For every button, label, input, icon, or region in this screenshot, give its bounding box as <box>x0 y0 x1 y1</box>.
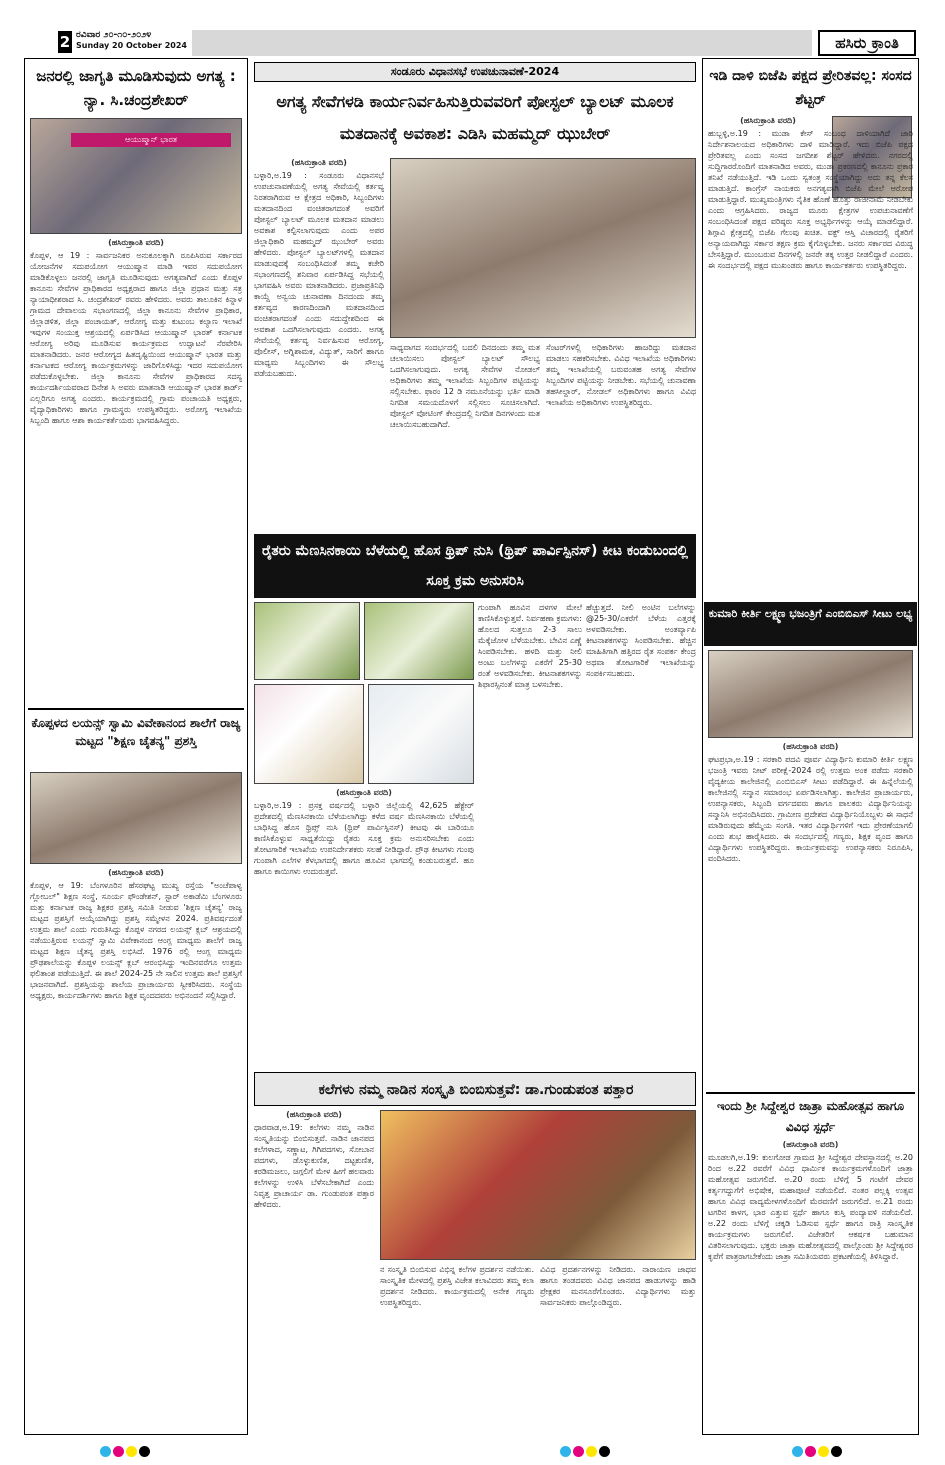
right-mid-body: ಘಟಪ್ರಭಾ,ಅ.19 : ಸರಕಾರಿ ಪದವಿ ಪೂರ್ವ ವಿದ್ಯಾರ್ಥಿನಿ ಕುಮಾರಿ ಕೀರ್ತಿ ಲಕ್ಷ್ಮಣ ಭಜಂತ್ರಿ ಇವರು ನೀಟ್ ಪರೀಕ್ಷೆ-2024 ರಲ್ಲಿ ಉತ್ತಮ ಅಂಕ ಪಡೆದು ಸರಕಾರಿ ವೈದ್ಯಕೀಯ ಕಾಲೇಜಿನಲ್ಲಿ ಎಂಬಿಬಿಎಸ್ ಸೀಟು ಪಡೆದಿದ್ದಾರೆ. ಈ ಹಿನ್ನೆಲೆಯಲ್ಲಿ ಕಾಲೇಜಿನಲ್ಲಿ ಸನ್ಮಾನ ಸಮಾರಂಭ ಏರ್ಪಡಿಸಲಾಗಿತ್ತು. ಕಾಲೇಜಿನ ಪ್ರಾಚಾರ್ಯರು, ಉಪನ್ಯಾಸಕರು, ಸಿಬ್ಬಂದಿ ವರ್ಗದವರು ಹಾಗೂ ಪಾಲಕರು ವಿದ್ಯಾರ್ಥಿನಿಯನ್ನು ಸನ್ಮಾನಿಸಿ ಅಭಿನಂದಿಸಿದರು. ಗ್ರಾಮೀಣ ಪ್ರದೇಶದ ವಿದ್ಯಾರ್ಥಿನಿಯೊಬ್ಬಳು ಈ ಸಾಧನೆ ಮಾಡಿರುವುದು ಹೆಮ್ಮೆಯ ಸಂಗತಿ. ಇತರ ವಿದ್ಯಾರ್ಥಿಗಳಿಗೆ ಇದು ಪ್ರೇರಣೆಯಾಗಲಿ ಎಂದು ಶುಭ ಹಾರೈಸಿದರು. ಈ ಸಂದರ್ಭದಲ್ಲಿ ಗಣ್ಯರು, ಶಿಕ್ಷಕ ವೃಂದ ಹಾಗೂ ವಿದ್ಯಾರ್ಥಿಗಳು ಉಪಸ್ಥಿತರಿದ್ದರು. ಕಾರ್ಯಕ್ರಮವನ್ನು ಉಪನ್ಯಾಸಕರು ನಿರೂಪಿಸಿ, ವಂದಿಸಿದರು. <box>708 755 913 863</box>
registration-dot <box>113 1446 124 1457</box>
left-bottom-byline: (ಹಸಿರುಕ್ರಾಂತಿ ವರದಿ) <box>108 868 164 877</box>
right-mid-photo <box>708 650 913 738</box>
registration-dot <box>831 1446 842 1457</box>
center-top-body-2: ಸಾಧ್ಯವಾಗದ ಸಂದರ್ಭದಲ್ಲಿ ಬದಲಿ ದಿನದಂದು ತಮ್ಮ ಮತ ಚಲಾಯಿಸಲು ಪೋಸ್ಟಲ್ ಬ್ಯಾಲಟ್ ಸೌಲಭ್ಯ ಒದಗಿಸಲಾಗುವುದು. ಅಗತ್ಯ ಸೇವೆಗಳ ನೋಡಲ್ ಅಧಿಕಾರಿಗಳು ತಮ್ಮ ಇಲಾಖೆಯ ಸಿಬ್ಬಂದಿಗಳ ಪಟ್ಟಿಯನ್ನು ಸಲ್ಲಿಸಬೇಕು. ಫಾರಂ 12 ಡಿ ನಮೂನೆಯನ್ನು ಭರ್ತಿ ಮಾಡಿ ನಿಗದಿತ ಸಮಯದೊಳಗೆ ಸಲ್ಲಿಸಲು ಸೂಚಿಸಲಾಗಿದೆ. ಪೋಸ್ಟಲ್ ವೋಟಿಂಗ್ ಕೇಂದ್ರದಲ್ಲಿ ನಿಗದಿತ ದಿನಗಳಂದು ಮತ ಚಲಾಯಿಸಬಹುದಾಗಿದೆ. <box>390 343 540 429</box>
center-mid-body-3: ಹೆಚ್ಚುತ್ತದೆ. ನೀಲಿ ಅಂಟಿನ ಬಲೆಗಳನ್ನು @25-30/ಎಕರೆಗೆ ಬೆಳೆಯ ಎತ್ತರಕ್ಕೆ ಅಳವಡಿಸಬೇಕು. ಅಂತರ್ವ್ಯಾಪಿ ಕೀಟನಾಶಕಗಳನ್ನು ಸಿಂಪಡಿಸಬೇಕು. ಹೆಚ್ಚಿನ ಮಾಹಿತಿಗಾಗಿ ಹತ್ತಿರದ ರೈತ ಸಂಪರ್ಕ ಕೇಂದ್ರ ಅಥವಾ ತೋಟಗಾರಿಕೆ ಇಲಾಖೆಯನ್ನು ಸಂಪರ್ಕಿಸಬಹುದು. <box>586 603 696 678</box>
chilli-photo-2 <box>364 602 474 680</box>
left-bottom-headline: ಕೊಪ್ಪಳದ ಲಯನ್ಸ್ ಸ್ವಾಮಿ ವಿವೇಕಾನಂದ ಶಾಲೆಗೆ ರಾಜ್ಯ ಮಟ್ಟದ "ಶಿಕ್ಷಣ ಚೈತನ್ಯ" ಪ್ರಶಸ್ತಿ <box>31 716 241 748</box>
registration-dot <box>139 1446 150 1457</box>
registration-marks-left <box>100 1442 160 1456</box>
right-bottom-body: ಮೂಡಲಗಿ,ಅ.19: ಕುಲಗೋಡ ಗ್ರಾಮದ ಶ್ರೀ ಸಿದ್ದೇಶ್ವರ ದೇವಸ್ಥಾನದಲ್ಲಿ ಅ.20 ರಿಂದ ಅ.22 ರವರೆಗೆ ವಿವಿಧ ಧಾರ್ಮಿಕ ಕಾರ್ಯಕ್ರಮಗಳೊಂದಿಗೆ ಜಾತ್ರಾ ಮಹೋತ್ಸವ ಜರುಗಲಿದೆ. ಅ.20 ರಂದು ಬೆಳಿಗ್ಗೆ 5 ಗಂಟೆಗೆ ದೇವರ ಕರ್ತೃಗದ್ದುಗೆಗೆ ಅಭಿಷೇಕ, ಮಹಾಪೂಜೆ ನಡೆಯಲಿದೆ. ನಂತರ ಪಲ್ಲಕ್ಕಿ ಉತ್ಸವ ಹಾಗೂ ವಿವಿಧ ವಾದ್ಯಮೇಳಗಳೊಂದಿಗೆ ಮೆರವಣಿಗೆ ಜರುಗಲಿದೆ. ಅ.21 ರಂದು ಟಗರಿನ ಕಾಳಗ, ಭಾರ ಎತ್ತುವ ಸ್ಪರ್ಧೆ ಹಾಗೂ ಕುಸ್ತಿ ಪಂದ್ಯಾವಳಿ ನಡೆಯಲಿದೆ. ಅ.22 ರಂದು ಬೆಳಿಗ್ಗೆ ಚಕ್ಕಡಿ ಓಡಿಸುವ ಸ್ಪರ್ಧೆ ಹಾಗೂ ರಾತ್ರಿ ಸಾಂಸ್ಕೃತಿಕ ಕಾರ್ಯಕ್ರಮಗಳು ಜರುಗಲಿವೆ. ವಿಜೇತರಿಗೆ ಆಕರ್ಷಕ ಬಹುಮಾನ ವಿತರಿಸಲಾಗುವುದು. ಭಕ್ತರು ಜಾತ್ರಾ ಮಹೋತ್ಸವದಲ್ಲಿ ಪಾಲ್ಗೊಂಡು ಶ್ರೀ ಸಿದ್ದೇಶ್ವರರ ಕೃಪೆಗೆ ಪಾತ್ರರಾಗಬೇಕೆಂದು ಜಾತ್ರಾ ಸಮಿತಿಯವರು ಪ್ರಕಟಣೆಯಲ್ಲಿ ತಿಳಿಸಿದ್ದಾರೆ. <box>708 1153 913 1261</box>
flower-photo <box>254 684 364 784</box>
left-divider <box>28 708 244 710</box>
thrips-photo <box>368 684 474 784</box>
right-bottom-headline: ಇಂದು ಶ್ರೀ ಸಿದ್ದೇಶ್ವರ ಜಾತ್ರಾ ಮಹೋತ್ಸವ ಹಾಗೂ ವಿವಿಧ ಸ್ಪರ್ಧೆ <box>716 1099 905 1134</box>
section-banner: ಸಂಡೂರು ವಿಧಾನಸಭೆ ಉಪಚುನಾವಣೆ-2024 <box>254 62 696 82</box>
date-english: Sunday 20 October 2024 <box>76 41 187 50</box>
right-top-headline: ಇಡಿ ದಾಳಿ ಬಿಜೆಪಿ ಪಕ್ಷದ ಪ್ರೇರಿತವಲ್ಲ: ಸಂಸದ ಶೆಟ್ಟರ್ <box>709 68 912 108</box>
page-number: 2 <box>59 33 71 51</box>
center-mid-headline-box <box>254 534 696 598</box>
registration-dot <box>805 1446 816 1457</box>
registration-dot <box>100 1446 111 1457</box>
page-header <box>52 28 918 58</box>
center-top-photo <box>390 158 696 338</box>
left-top-headline: ಜನರಲ್ಲಿ ಜಾಗೃತಿ ಮೂಡಿಸುವುದು ಅಗತ್ಯ : ನ್ಯಾ. ಸಿ.ಚಂದ್ರಶೇಖರ್ <box>36 67 236 109</box>
left-bottom-body: ಕೊಪ್ಪಳ, ಆ 19: ಬೆಂಗಳೂರಿನ ಹೆಸರಘಟ್ಟ ಮುಖ್ಯ ರಸ್ತೆಯ "ಅಂಚೆಪಾಳ್ಯ ಗ್ಲೋಬಲ್" ಶಿಕ್ಷಣ ಸಂಸ್ಥೆ, ಸೂರ್ಯ ಫೌಂಡೇಶನ್, ಸ್ಟಾರ್ ಅಕಾಡೆಮಿ ಬೆಂಗಳೂರು ಮತ್ತು ಕರ್ನಾಟಕ ರಾಜ್ಯ ಶಿಕ್ಷಕರ ಪ್ರಶಸ್ತಿ ಸಮಿತಿ ನೀಡುವ 'ಶಿಕ್ಷಣ ಚೈತನ್ಯ' ರಾಜ್ಯ ಮಟ್ಟದ ಪ್ರಶಸ್ತಿಗೆ ಆಯ್ಕೆಯಾಗಿದ್ದು ಪ್ರಶಸ್ತಿ ಸಮ್ಮೇಳನ 2024. ಪ್ರತಿವರ್ಷದಂತೆ ಉತ್ತಮ ಶಾಲೆ ಎಂದು ಗುರುತಿಸಿದ್ದು ಕೊಪ್ಪಳ ನಗರದ ಲಯನ್ಸ್ ಕ್ಲಬ್ ಆಶ್ರಯದಲ್ಲಿ ನಡೆಯುತ್ತಿರುವ ಲಯನ್ಸ್ ಸ್ವಾಮಿ ವಿವೇಕಾನಂದ ಆಂಗ್ಲ ಮಾಧ್ಯಮ ಶಾಲೆಗೆ ರಾಜ್ಯ ಮಟ್ಟದ ಶಿಕ್ಷಣ ಚೈತನ್ಯ ಪ್ರಶಸ್ತಿ ಲಭಿಸಿದೆ. 1976 ರಲ್ಲಿ ಆಂಗ್ಲ ಮಾಧ್ಯಮ ಪ್ರೌಢಶಾಲೆಯನ್ನು ಕೊಪ್ಪಳ ಲಯನ್ಸ್ ಕ್ಲಬ್ ಆರಂಭಿಸಿದ್ದು ಇಂದಿನವರೆಗೂ ಉತ್ತಮ ಫಲಿತಾಂಶ ಪಡೆಯುತ್ತಿದೆ. ಈ ಶಾಲೆ 2024-25 ನೇ ಸಾಲಿನ ಉತ್ತಮ ಶಾಲೆ ಪ್ರಶಸ್ತಿಗೆ ಭಾಜನವಾಗಿದೆ. ಪ್ರಶಸ್ತಿಯನ್ನು ಶಾಲೆಯ ಪ್ರಾಚಾರ್ಯರು ಸ್ವೀಕರಿಸಿದರು. ಸಂಸ್ಥೆಯ ಅಧ್ಯಕ್ಷರು, ಕಾರ್ಯದರ್ಶಿಗಳು ಹಾಗೂ ಶಿಕ್ಷಕ ವೃಂದದವರು ಅಭಿನಂದನೆ ಸಲ್ಲಿಸಿದ್ದಾರೆ. <box>30 881 242 1000</box>
right-top-body: ಹುಬ್ಬಳ್ಳಿ,ಅ.19 : ಮುಡಾ ಕೇಸ್ ಸಂಬಂಧ ದಾಳಿಯಾಗಿದೆ ಜಾರಿ ನಿರ್ದೇಶನಾಲಯದ ಅಧಿಕಾರಿಗಳು ದಾಳಿ ಮಾಡಿದ್ದಾರೆ. ಇದು ಬಿಜೆಪಿ ಪಕ್ಷದ ಪ್ರೇರಿತವಲ್ಲ ಎಂದು ಸಂಸದ ಜಗದೀಶ ಶೆಟ್ಟರ್ ಹೇಳಿದರು. ನಗರದಲ್ಲಿ ಸುದ್ದಿಗಾರರೊಂದಿಗೆ ಮಾತನಾಡಿದ ಅವರು, ಮುಡಾ ಪ್ರಕರಣದಲ್ಲಿ ಕಾನೂನು ಪ್ರಕಾರ ತನಿಖೆ ನಡೆಯುತ್ತಿದೆ. ಇಡಿ ಒಂದು ಸ್ವತಂತ್ರ ಸಂಸ್ಥೆಯಾಗಿದ್ದು ಅದು ತನ್ನ ಕೆಲಸ ಮಾಡುತ್ತಿದೆ. ಕಾಂಗ್ರೆಸ್ ನಾಯಕರು ಅನಗತ್ಯವಾಗಿ ಬಿಜೆಪಿ ಮೇಲೆ ಆರೋಪ ಮಾಡುತ್ತಿದ್ದಾರೆ. ಮುಖ್ಯಮಂತ್ರಿಗಳು ನೈತಿಕ ಹೊಣೆ ಹೊತ್ತು ರಾಜೀನಾಮೆ ನೀಡಬೇಕು ಎಂದು ಆಗ್ರಹಿಸಿದರು. ರಾಜ್ಯದ ಮೂರು ಕ್ಷೇತ್ರಗಳ ಉಪಚುನಾವಣೆಗೆ ಸಂಬಂಧಿಸಿದಂತೆ ಪಕ್ಷದ ವರಿಷ್ಠರು ಸೂಕ್ತ ಅಭ್ಯರ್ಥಿಗಳನ್ನು ಆಯ್ಕೆ ಮಾಡಲಿದ್ದಾರೆ. ಶಿಗ್ಗಾವಿ ಕ್ಷೇತ್ರದಲ್ಲಿ ಬಿಜೆಪಿ ಗೆಲುವು ಖಚಿತ. ವಕ್ಫ್ ಆಸ್ತಿ ವಿಚಾರದಲ್ಲಿ ರೈತರಿಗೆ ಅನ್ಯಾಯವಾಗಿದ್ದು ಸರ್ಕಾರ ತಕ್ಷಣ ಕ್ರಮ ಕೈಗೊಳ್ಳಬೇಕು. ಜನರು ಸರ್ಕಾರದ ವಿರುದ್ಧ ಬೇಸತ್ತಿದ್ದಾರೆ. ಮುಂಬರುವ ದಿನಗಳಲ್ಲಿ ಜನರೇ ತಕ್ಕ ಉತ್ತರ ನೀಡಲಿದ್ದಾರೆ ಎಂದರು. ಈ ಸಂದರ್ಭದಲ್ಲಿ ಪಕ್ಷದ ಮುಖಂಡರು ಹಾಗೂ ಕಾರ್ಯಕರ್ತರು ಉಪಸ್ಥಿತರಿದ್ದರು. <box>708 129 913 270</box>
registration-dot <box>599 1446 610 1457</box>
left-top-byline: (ಹಸಿರುಕ್ರಾಂತಿ ವರದಿ) <box>108 238 164 247</box>
center-bottom-body-1: ಧಾರವಾಡ,ಅ.19: ಕಲೆಗಳು ನಮ್ಮ ನಾಡಿನ ಸಂಸ್ಕೃತಿಯನ್ನು ಬಿಂಬಿಸುತ್ತವೆ. ನಾಡಿನ ಜಾನಪದ ಕಲೆಗಳಾದ, ಸಣ್ಣಾಟ, ಗಿಗಿಪದಗಳು, ಸೋಬಾನ ಪದಗಳು, ಡೊಳ್ಳುಕುಣಿತ, ದಟ್ಟಕುಣಿತ, ಕರಡಿಮಜಲು, ಜಗ್ಗಲಿಗೆ ಮೇಳ ಹೀಗೆ ಹಲವಾರು ಕಲೆಗಳನ್ನು ಉಳಿಸಿ ಬೆಳೆಸಬೇಕಾಗಿದೆ ಎಂದು ನಿವೃತ್ತ ಪ್ರಾಚಾರ್ಯ ಡಾ. ಗುಂಡುಪಂತ ಪತ್ತಾರ ಹೇಳಿದರು. <box>254 1123 374 1209</box>
masthead: ಹಸಿರು ಕ್ರಾಂತಿ <box>818 30 916 56</box>
center-mid-body-2: ಗುಂಪಾಗಿ ಹೂವಿನ ದಳಗಳ ಮೇಲೆ ಕಾಣಿಸಿಕೊಳ್ಳುತ್ತವೆ. ನಿರ್ವಹಣಾ ಕ್ರಮಗಳು: ಹೊಲದ ಸುತ್ತಲೂ 2-3 ಸಾಲು ಮೆಕ್ಕೆಜೋಳ ಬೆಳೆಯಬೇಕು. ಬೇವಿನ ಎಣ್ಣೆ ಸಿಂಪಡಿಸಬೇಕು. ಹಳದಿ ಮತ್ತು ನೀಲಿ ಅಂಟು ಬಲೆಗಳನ್ನು ಎಕರೆಗೆ 25-30 ರಂತೆ ಅಳವಡಿಸಬೇಕು. ಕೀಟನಾಶಕಗಳನ್ನು ಶಿಫಾರಸ್ಸಿನಂತೆ ಮಾತ್ರ ಬಳಸಬೇಕು. <box>478 603 582 689</box>
registration-dot <box>792 1446 803 1457</box>
center-top-headline: ಅಗತ್ಯ ಸೇವೆಗಳಡಿ ಕಾರ್ಯನಿರ್ವಹಿಸುತ್ತಿರುವವರಿಗೆ ಪೋಸ್ಟಲ್ ಬ್ಯಾಲಟ್ ಮೂಲಕ ಮತದಾನಕ್ಕೆ ಅವಕಾಶ: ಎಡಿಸಿ ಮಹಮ್ಮದ್ ಝುಬೇರ್ <box>276 92 674 143</box>
center-top-byline: (ಹಸಿರುಕ್ರಾಂತಿ ವರದಿ) <box>291 158 347 167</box>
right-bottom-byline: (ಹಸಿರುಕ್ರಾಂತಿ ವರದಿ) <box>782 1140 839 1149</box>
right-mid-byline: (ಹಸಿರುಕ್ರಾಂತಿ ವರದಿ) <box>782 742 839 751</box>
center-mid-headline: ರೈತರು ಮೆಣಸಿನಕಾಯಿ ಬೆಳೆಯಲ್ಲಿ ಹೊಸ ಥ್ರಿಪ್ ನುಸಿ (ಥ್ರಿಪ್ ಪಾರ್ವಿಸ್ಪಿನಸ್) ಕೀಟ ಕಂಡುಬಂದಲ್ಲಿ ಸೂಕ್ತ ಕ್ರಮ ಅನುಸರಿಸಿ <box>261 543 689 589</box>
registration-dot <box>586 1446 597 1457</box>
right-top-byline: (ಹಸಿರುಕ್ರಾಂತಿ ವರದಿ) <box>740 116 796 125</box>
photo-banner: ಆಯುಷ್ಮಾನ್ ಭಾರತ <box>71 133 231 147</box>
registration-marks-right <box>792 1442 852 1456</box>
chilli-photo-1 <box>254 602 360 680</box>
registration-dot <box>573 1446 584 1457</box>
center-bottom-byline: (ಹಸಿರುಕ್ರಾಂತಿ ವರದಿ) <box>286 1110 342 1119</box>
right-divider <box>706 1092 915 1094</box>
center-top-body-3: ಸೆಂಟರ್‌ಗಳಲ್ಲಿ ಅಧಿಕಾರಿಗಳು ಹಾಜರಿದ್ದು ಮತದಾನ ಮಾಡಲು ಸಹಕರಿಸಬೇಕು. ವಿವಿಧ ಇಲಾಖೆಯ ಅಧಿಕಾರಿಗಳು ತಮ್ಮ ಇಲಾಖೆಯಲ್ಲಿ ಬರುವಂತಹ ಅಗತ್ಯ ಸೇವೆಗಳ ಸಿಬ್ಬಂದಿಗಳ ಪಟ್ಟಿಯನ್ನು ನೀಡಬೇಕು. ಸಭೆಯಲ್ಲಿ ಚುನಾವಣಾ ತಹಸೀಲ್ದಾರ್, ನೋಡಲ್ ಅಧಿಕಾರಿಗಳು ಹಾಗೂ ವಿವಿಧ ಇಲಾಖೆಯ ಅಧಿಕಾರಿಗಳು ಉಪಸ್ಥಿತರಿದ್ದರು. <box>546 343 696 407</box>
right-mid-headline-box <box>704 602 917 646</box>
center-top-body-1: ಬಳ್ಳಾರಿ,ಅ.19 : ಸಂಡೂರು ವಿಧಾನಸಭೆ ಉಪಚುನಾವಣೆಯಲ್ಲಿ ಅಗತ್ಯ ಸೇವೆಯಲ್ಲಿ ಕರ್ತವ್ಯ ನಿರತರಾಗಿರುವ ಆ ಕ್ಷೇತ್ರದ ಅಧಿಕಾರಿ, ಸಿಬ್ಬಂದಿಗಳು ಮತದಾನದಿಂದ ವಂಚಿತರಾಗದಂತೆ ಅವರಿಗೆ ಪೋಸ್ಟಲ್ ಬ್ಯಾಲಟ್ ಮೂಲಕ ಮತದಾನ ಮಾಡಲು ಅವಕಾಶ ಕಲ್ಪಿಸಲಾಗುವುದು ಎಂದು ಅಪರ ಜಿಲ್ಲಾಧಿಕಾರಿ ಮಹಮ್ಮದ್ ಝುಬೇರ್ ಅವರು ಹೇಳಿದರು. ಪೋಸ್ಟಲ್ ಬ್ಯಾಲಟ್‍ಗಳಲ್ಲಿ ಮತದಾನ ಮಾಡುವುದಕ್ಕೆ ಸಂಬಂಧಿಸಿದಂತೆ ತಮ್ಮ ಕಚೇರಿ ಸಭಾಂಗಣದಲ್ಲಿ ಶನಿವಾರ ಏರ್ಪಡಿಸಿದ್ದ ಸಭೆಯಲ್ಲಿ ಭಾಗವಹಿಸಿ ಅವರು ಮಾತನಾಡಿದರು. ಪ್ರಜಾಪ್ರತಿನಿಧಿ ಕಾಯ್ದೆ ಅನ್ವಯ ಚುನಾವಣಾ ದಿನದಂದು ತಮ್ಮ ಕರ್ತವ್ಯದ ಕಾರಣದಿಂದಾಗಿ ಮತದಾನದಿಂದ ವಂಚಿತರಾಗದಂತೆ ಎಂದು ಸದುದ್ದೇಶದಿಂದ ಈ ಅವಕಾಶ ಒದಗಿಸಲಾಗುವುದು ಎಂದರು. ಅಗತ್ಯ ಸೇವೆಯಲ್ಲಿ ಕರ್ತವ್ಯ ನಿರ್ವಹಿಸುವ ಆರೋಗ್ಯ, ಪೊಲೀಸ್, ಅಗ್ನಿಶಾಮಕ, ವಿದ್ಯುತ್, ಸಾರಿಗೆ ಹಾಗೂ ಮಾಧ್ಯಮ ಸಿಬ್ಬಂದಿಗಳು ಈ ಸೌಲಭ್ಯ ಪಡೆಯಬಹುದು. <box>254 171 384 378</box>
header-rule <box>192 30 812 56</box>
center-bottom-photo <box>380 1110 696 1260</box>
center-bottom-headline: ಕಲೆಗಳು ನಮ್ಮ ನಾಡಿನ ಸಂಸ್ಕೃತಿ ಬಿಂಬಿಸುತ್ತವೆ: ಡಾ.ಗುಂಡುಪಂತ ಪತ್ತಾರ <box>318 1082 634 1098</box>
registration-dot <box>560 1446 571 1457</box>
date-kannada: ರವಿವಾರ ೨೦-೧೦-೨೦೨೪ <box>76 30 152 40</box>
right-mid-headline: ಕುಮಾರಿ ಕೀರ್ತಿ ಲಕ್ಷ್ಮಣ ಭಜಂತ್ರಿಗೆ ಎಂಬಿಬಿಎಸ್ ಸೀಟು ಲಭ್ಯ <box>708 607 913 620</box>
center-mid-byline: (ಹಸಿರುಕ್ರಾಂತಿ ವರದಿ) <box>336 788 392 797</box>
center-bottom-body-2: ನ ಸಂಸ್ಕೃತಿ ಬಿಂಬಿಸುವ ವಿಭಿನ್ನ ಕಲೆಗಳ ಪ್ರದರ್ಶನ ನಡೆಯಿತು. ಸಾಂಸ್ಕೃತಿಕ ಮೇಳದಲ್ಲಿ ಪ್ರಶಸ್ತಿ ವಿಜೇತ ಕಲಾವಿದರು ತಮ್ಮ ಕಲಾ ಪ್ರದರ್ಶನ ನೀಡಿದರು. ಕಾರ್ಯಕ್ರಮದಲ್ಲಿ ಅನೇಕ ಗಣ್ಯರು ಉಪಸ್ಥಿತರಿದ್ದರು. <box>380 1265 534 1307</box>
registration-dot <box>818 1446 829 1457</box>
center-bottom-headline-box <box>254 1072 696 1106</box>
left-bottom-photo <box>30 772 242 864</box>
registration-dot <box>126 1446 137 1457</box>
left-top-photo <box>30 118 242 234</box>
registration-marks-center <box>560 1442 620 1456</box>
left-top-body: ಕೊಪ್ಪಳ, ಆ 19 : ಸಾರ್ವಜನಿಕರ ಅನುಕೂಲಕ್ಕಾಗಿ ರೂಪಿಸಿರುವ ಸರ್ಕಾರದ ಯೋಜನೆಗಳ ಸದುಪಯೋಗ ಆಯುಷ್ಮಾನ ಮಾಡಿ ಇವರ ಸದುಪಯೋಗ ಮಾಡಿಕೊಳ್ಳಲು ಜನರಲ್ಲಿ ಜಾಗೃತಿ ಮೂಡಿಸುವುದು ಅಗತ್ಯವಾಗಿದೆ ಎಂದು ಕೊಪ್ಪಳ ಕಾನೂನು ಸೇವೆಗಳ ಪ್ರಾಧಿಕಾರದ ಅಧ್ಯಕ್ಷರಾದ ಹಾಗೂ ಜಿಲ್ಲಾ ಪ್ರಧಾನ ಮತ್ತು ಸತ್ರ ನ್ಯಾಯಾಧೀಶರಾದ ಸಿ. ಚಂದ್ರಶೇಖರ್ ರವರು ಹೇಳಿದರು. ಅವರು ತಾಲೂಕಿನ ಕಿನ್ನಾಳ ಗ್ರಾಮದ ದೇವಾಲಯ ಸಭಾಂಗಣದಲ್ಲಿ ಜಿಲ್ಲಾ ಕಾನೂನು ಸೇವೆಗಳ ಪ್ರಾಧಿಕಾರ, ಜಿಲ್ಲಾಡಳಿತ, ಜಿಲ್ಲಾ ಪಂಚಾಯತ್, ಆರೋಗ್ಯ ಮತ್ತು ಕುಟುಂಬ ಕಲ್ಯಾಣ ಇಲಾಖೆ ಇವುಗಳ ಸಂಯುಕ್ತ ಆಶ್ರಯದಲ್ಲಿ ಏರ್ಪಡಿಸಿದ ಆಯುಷ್ಮಾನ್ ಭಾರತ್ ಕರ್ನಾಟಕ ಆರೋಗ್ಯ ಅರಿವು ಮೂಡಿಸುವ ಕಾರ್ಯಕ್ರಮದ ಉದ್ಘಾಟನೆ ನೆರವೇರಿಸಿ ಮಾತನಾಡಿದರು. ಜನರ ಆರೋಗ್ಯದ ಹಿತದೃಷ್ಟಿಯಿಂದ ಆಯುಷ್ಮಾನ್ ಭಾರತ ಮತ್ತು ಕರ್ನಾಟಕದ ಆರೋಗ್ಯ ಕಾರ್ಯಕ್ರಮಗಳನ್ನು ಜಾರಿಗೊಳಿಸಿದ್ದು ಇದರ ಸದುಪಯೋಗ ಪಡೆದುಕೊಳ್ಳಬೇಕು. ಜಿಲ್ಲಾ ಕಾನೂನು ಸೇವೆಗಳ ಪ್ರಾಧಿಕಾರದ ಸದಸ್ಯ ಕಾರ್ಯದರ್ಶಿಯವರಾದ ದಿನೇಶ ಸಿ ಅವರು ಮಾತನಾಡಿ ಆಯುಷ್ಮಾನ್ ಭಾರತ ಕಾರ್ಡ್ ಎಲ್ಲರಿಗೂ ಅಗತ್ಯ ಎಂದರು. ಕಾರ್ಯಕ್ರಮದಲ್ಲಿ ಗ್ರಾಮ ಪಂಚಾಯತಿ ಅಧ್ಯಕ್ಷರು, ವೈದ್ಯಾಧಿಕಾರಿಗಳು ಹಾಗೂ ಗ್ರಾಮಸ್ಥರು ಉಪಸ್ಥಿತರಿದ್ದರು. ಅರೋಗ್ಯ ಇಲಾಖೆಯ ಸಿಬ್ಬಂದಿ ಹಾಗೂ ಆಶಾ ಕಾರ್ಯಕರ್ತೆಯರು ಭಾಗವಹಿಸಿದ್ದರು. <box>30 251 242 425</box>
center-bottom-body-3: ವಿವಿಧ ಪ್ರದರ್ಶನಗಳನ್ನು ನೀಡಿದರು. ನಾರಾಯಣ ಜಾಧವ ಹಾಗೂ ತಂಡದವರು ವಿವಿಧ ಜಾನಪದ ಹಾಡುಗಳನ್ನು ಹಾಡಿ ಪ್ರೇಕ್ಷಕರ ಮನಸೂರೆಗೊಂಡರು. ವಿದ್ಯಾರ್ಥಿಗಳು ಮತ್ತು ಸಾರ್ವಜನಿಕರು ಪಾಲ್ಗೊಂಡಿದ್ದರು. <box>540 1265 696 1307</box>
center-mid-body-1: ಬಳ್ಳಾರಿ,ಅ.19 : ಪ್ರಸಕ್ತ ವರ್ಷದಲ್ಲಿ ಬಳ್ಳಾರಿ ಜಿಲ್ಲೆಯಲ್ಲಿ 42,625 ಹೆಕ್ಟೇರ್ ಪ್ರದೇಶದಲ್ಲಿ ಮೆಣಸಿನಕಾಯಿ ಬೆಳೆಯಲಾಗಿದ್ದು ಕಳೆದ ವರ್ಷ ಮೆಣಸಿನಕಾಯಿ ಬೆಳೆಯಲ್ಲಿ ಬಾಧಿಸಿದ್ದ ಹೊಸ ಥ್ರಿಪ್ಸ್ ನುಸಿ (ಥ್ರಿಪ್ ಪಾರ್ವಿಸ್ಪಿನಸ್) ಕೀಟವು ಈ ಬಾರಿಯೂ ಕಾಣಿಸಿಕೊಳ್ಳುವ ಸಾಧ್ಯತೆಯಿದ್ದು ರೈತರು ಸೂಕ್ತ ಕ್ರಮ ಅನುಸರಿಸಬೇಕು ಎಂದು ತೋಟಗಾರಿಕೆ ಇಲಾಖೆಯ ಉಪನಿರ್ದೇಶಕರು ಸಲಹೆ ನೀಡಿದ್ದಾರೆ. ಪ್ರೌಢ ಕೀಟಗಳು ಗುಂಪು ಗುಂಪಾಗಿ ಎಲೆಗಳ ಕೆಳಭಾಗದಲ್ಲಿ ಹಾಗೂ ಹೂವಿನ ಭಾಗದಲ್ಲಿ ಕಂಡುಬರುತ್ತವೆ. ಹೂ ಹಾಗೂ ಕಾಯಿಗಳು ಉದುರುತ್ತವೆ. <box>254 801 474 876</box>
